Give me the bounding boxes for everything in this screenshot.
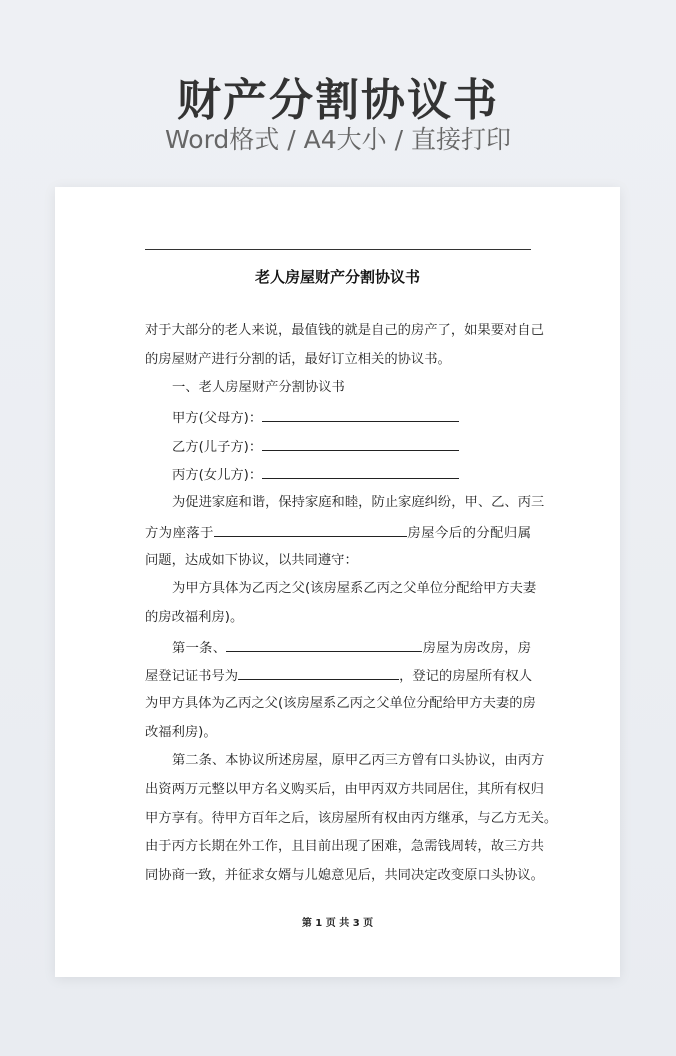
text-segment: 由于丙方长期在外工作，且目前出现了困难，急需钱周转，故三方共 [145,839,544,855]
text-line [145,867,544,896]
text-segment: 对于大部分的老人来说，最值钱的就是自己的房产了，如果要对自己 [145,323,544,338]
text-line [145,838,544,867]
text-line [145,638,531,667]
text-segment: 第二条、本协议所述房屋，原甲乙丙三方曾有口头协议，由丙方 [172,753,545,769]
text-segment: 房屋今后的分配归属 [406,525,532,541]
text-line [145,351,531,380]
text-segment: 甲方(父母方)： [172,411,263,427]
text-line [145,781,544,810]
text-segment: 乙方(儿子方)： [172,439,263,455]
document-body [145,322,558,896]
text-segment: 出资两万元整以甲方名义购买后，由甲丙双方共同居住，其所有权归 [145,782,544,797]
text-line [145,724,531,753]
text-segment: 为促进家庭和谐，保持家庭和睦，防止家庭纠纷，甲、乙、丙三 [172,495,545,511]
fill-in-blank[interactable] [262,465,459,479]
page-footer: 第 1 页 共 3 页 [301,918,374,929]
text-line [145,465,531,494]
text-line [145,437,531,466]
text-segment: 的房屋财产进行分割的话，最好订立相关的协议书。 [145,351,451,367]
text-segment: 为甲方具体为乙丙之父(该房屋系乙丙之父单位分配给甲方夫妻 [172,581,537,597]
text-line [145,752,545,781]
text-line [145,552,531,581]
text-segment: 的房改福利房)。 [145,609,244,625]
text-line [145,695,536,724]
text-line [145,408,531,437]
text-segment: 问题，达成如下协议，以共同遵守： [145,552,358,568]
text-segment: 为甲方具体为乙丙之父(该房屋系乙丙之父单位分配给甲方夫妻的房 [145,695,536,711]
text-line [145,523,531,552]
text-line [145,666,531,695]
document-title: 老人房屋财产分割协议书 [254,268,420,286]
text-segment: 甲方享有。待甲方百年之后，该房屋所有权由丙方继承，与乙方无关。 [145,810,558,826]
document-page [55,187,620,977]
fill-in-blank[interactable] [226,638,422,652]
text-line [145,609,531,638]
text-segment: 同协商一致，并征求女婿与儿媳意见后，共同决定改变原口头协议。 [145,868,544,884]
text-line [145,322,544,351]
text-segment: 改福利房)。 [145,724,217,740]
text-line [145,810,558,839]
fill-in-blank[interactable] [262,408,459,422]
banner-title: 财产分割协议书 [177,75,499,126]
text-line [145,379,531,408]
text-line [145,494,545,523]
text-segment: 丙方(女儿方)： [172,468,263,484]
header-rule [145,249,531,250]
text-segment: 方为座落于 [145,525,214,541]
text-segment: 屋登记证书号为 [145,669,239,685]
text-segment: 第一条、 [172,640,227,656]
fill-in-blank[interactable] [262,437,459,451]
fill-in-blank[interactable] [238,666,399,680]
text-segment: 房屋为房改房，房 [422,640,532,656]
text-line [145,580,537,609]
banner-subtitle: Word格式 / A4大小 / 直接打印 [165,125,511,154]
text-segment: ，登记的房屋所有权人 [399,669,533,685]
fill-in-blank[interactable] [214,523,407,537]
text-segment: 一、老人房屋财产分割协议书 [172,380,345,396]
